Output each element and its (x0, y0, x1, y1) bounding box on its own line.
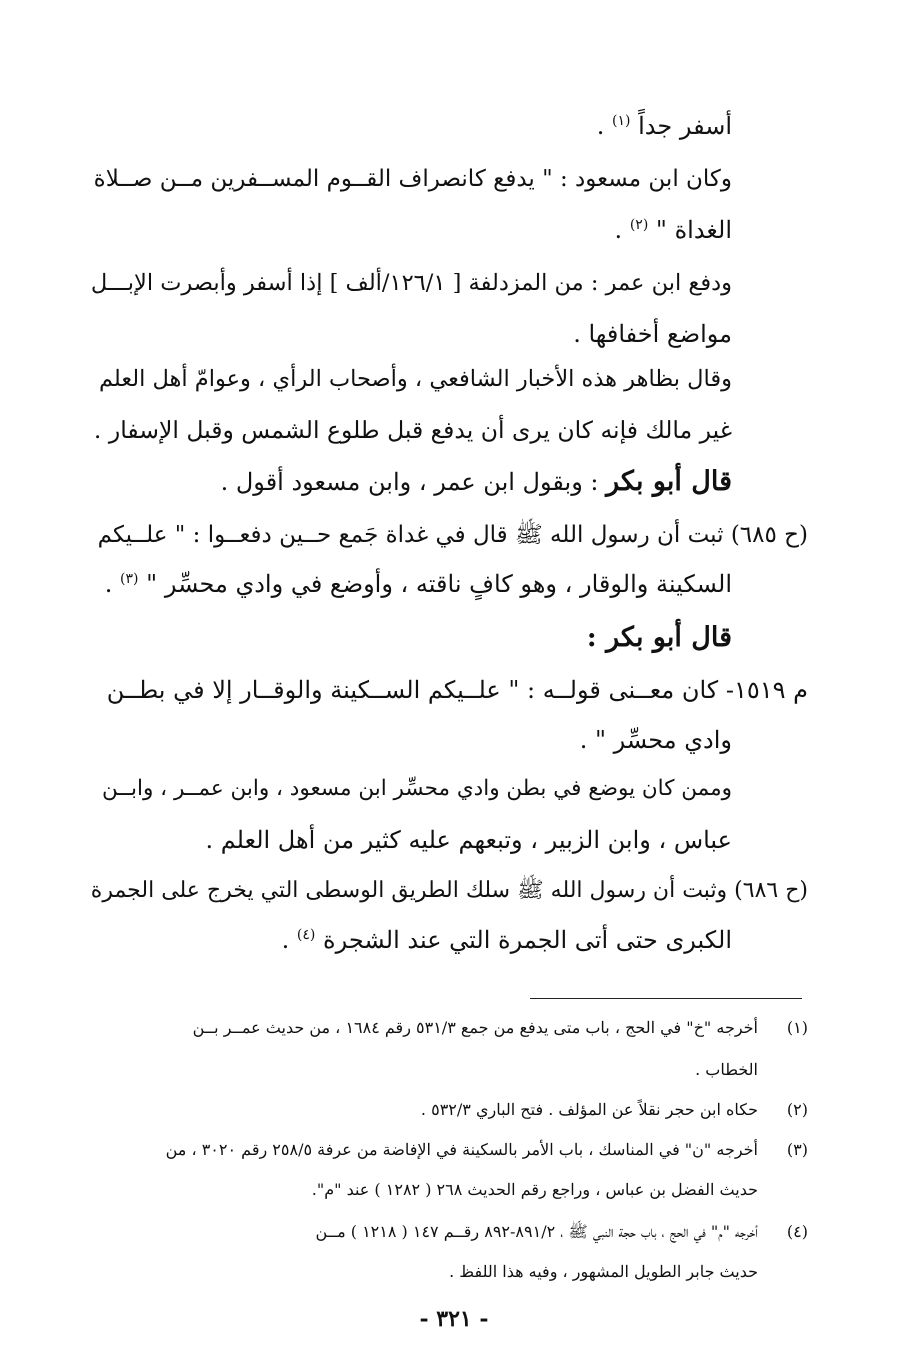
footnote-text: أخرجه "ن" في المناسك ، باب الأمر بالسكينة في الإفاضة من عرفة ٢٥٨/٥ رقم ٣٠٢٠ ، من (165, 1140, 758, 1159)
text-segment: . (104, 570, 113, 598)
footnote-text: أخرجه "خ" في الحج ، باب متى يدفع من جمع ٥٣١/٣ رقم ١٦٨٤ ، من حديث عمــر بــن (192, 1018, 758, 1037)
footnote-text: حديث الفضل بن عباس ، وراجع رقم الحديث ٢٦٨ ( ١٢٨٢ ) عند "م". (311, 1180, 758, 1199)
footnote-text: أخرجه "م" في الحج ، باب حجة النبي ﷺ ، ٨٩١/٢-٨٩٢ رقــم ١٤٧ ( ١٢١٨ ) مــن (315, 1222, 758, 1241)
speaker-heading: قال أبو بكر (606, 466, 732, 497)
text-segment: . (614, 216, 623, 244)
text-segment: الغداة " (655, 216, 732, 244)
footnote-number: (٤) (786, 1222, 808, 1241)
text-segment: وممن كان يوضع في بطن وادي محسِّر ابن مسعود ، وابن عمــر ، وابــن (102, 776, 732, 801)
page-number: - ٣٢١ - (419, 1306, 489, 1332)
text-line-4 (91, 270, 732, 296)
text-segment: (ح ٦٨٥) ثبت أن رسول الله ﷺ قال في غداة جَمع حــين دفعــوا : " علــيكم (97, 522, 808, 548)
text-segment: مواضع أخفافها . (573, 320, 732, 348)
text-line-16 (91, 876, 808, 908)
speaker-heading: قال أبو بكر : (586, 622, 732, 653)
text-line-9 (98, 520, 808, 554)
text-line-8 (221, 466, 732, 497)
text-segment: عباس ، وابن الزبير ، وتبعهم عليه كثير من أهل العلم . (205, 826, 732, 854)
text-segment: وكان ابن مسعود : " يدفع كانصراف القــوم المســفرين مــن صــلاة (93, 166, 732, 192)
text-line-11 (587, 622, 732, 653)
text-segment: أسفر جداً (638, 112, 732, 140)
text-segment: الكبرى حتى أتى الجمرة التي عند الشجرة (323, 926, 732, 954)
text-segment: (ح ٦٨٦) وثبت أن رسول الله ﷺ سلك الطريق الوسطى التي يخرج على الجمرة (90, 878, 808, 903)
text-segment: غير مالك فإنه كان يرى أن يدفع قبل طلوع الشمس وقبل الإسفار . (93, 416, 732, 444)
text-segment: وادي محسِّر " . (579, 726, 732, 754)
footnote-ref-1: (١) (612, 113, 631, 129)
footnote-text: حديث جابر الطويل المشهور ، وفيه هذا اللفظ . (449, 1262, 758, 1281)
footnote-number: (٢) (786, 1100, 808, 1119)
text-line-3 (615, 216, 732, 244)
text-line-1 (597, 112, 732, 140)
footnote-number: (١) (786, 1018, 808, 1037)
footnote-number: (٣) (786, 1140, 808, 1159)
text-segment: : وبقول ابن عمر ، وابن مسعود أقول . (220, 468, 599, 496)
text-segment: السكينة والوقار ، وهو كافٍ ناقته ، وأوضع في وادي محسِّر " (146, 570, 732, 598)
text-line-14 (102, 776, 732, 801)
text-line-2 (93, 166, 732, 192)
text-segment: . (281, 926, 290, 954)
text-line-15 (205, 826, 732, 854)
footnote-text: حكاه ابن حجر نقلاً عن المؤلف . فتح الباري ٥٣٢/٣ . (420, 1100, 758, 1119)
text-line-12 (107, 676, 808, 704)
text-segment: . (596, 112, 605, 140)
text-line-5 (573, 320, 732, 348)
text-segment: ودفع ابن عمر : من المزدلفة [ ١٢٦/١/ألف ] إذا أسفر وأبصرت الإبـــل (90, 270, 732, 296)
footnote-text: الخطاب . (695, 1060, 758, 1079)
footnote-ref-4: (٤) (296, 927, 316, 943)
text-segment: وقال بظاهر هذه الأخبار الشافعي ، وأصحاب الرأي ، وعوامّ أهل العلم (98, 366, 732, 392)
text-line-6 (99, 366, 732, 392)
footnote-ref-3: (٣) (120, 571, 139, 587)
footnote-separator (530, 998, 802, 999)
footnote-ref-2: (٢) (629, 217, 649, 233)
text-line-13 (580, 726, 732, 754)
text-line-17 (282, 926, 732, 954)
text-line-7 (94, 416, 732, 444)
text-segment: م ١٥١٩- كان معــنى قولــه : " علــيكم الســكينة والوقــار إلا في بطــن (106, 676, 808, 704)
text-line-10 (105, 570, 732, 598)
